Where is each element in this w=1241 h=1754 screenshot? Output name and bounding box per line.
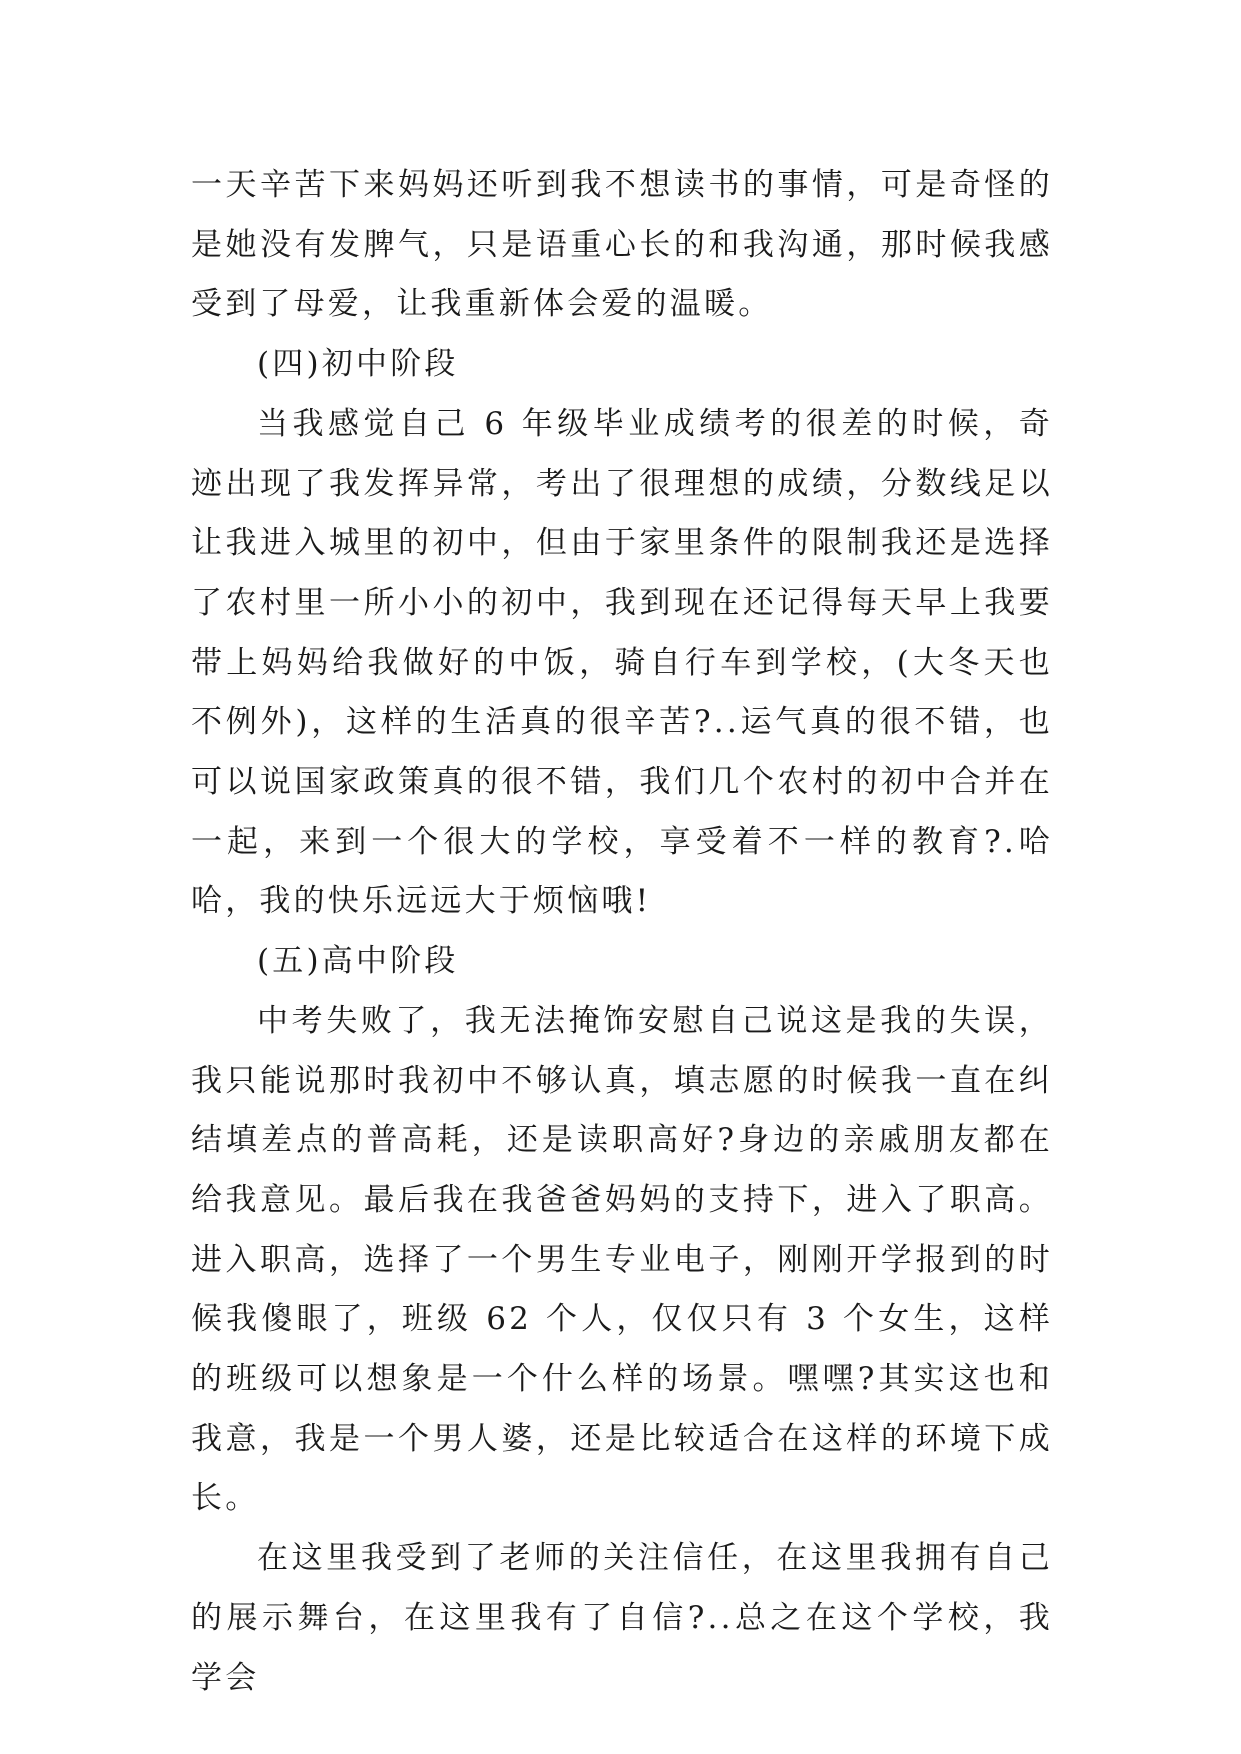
section-heading-senior-high: (五)高中阶段 [257,943,459,980]
section-heading-junior-high: (四)初中阶段 [257,346,459,383]
document-body [191,156,1053,1708]
paragraph-senior-high: 中考失败了，我无法掩饰安慰自己说这是我的失误，我只能说那时我初中不够认真，填志愿的时候我一直在纠结填差点的普高耗，还是读职高好?身边的亲戚朋友都在给我意见。最后我在我爸爸妈妈的支持下，进入了职高。 进入职高，选择了一个男生专业电子，刚刚开学报到的时候我傻眼了，班级 62 个人，仅仅只有 3 个女生，这样的班级可以想象是一个什么样的场景。嘿嘿?其实这也和我意，我是一个男人婆，还是比较适合在这样的环境下成长。 [191,1002,1053,1517]
paragraph-school-confidence: 在这里我受到了老师的关注信任，在这里我拥有自己的展示舞台，在这里我有了自信?..总之在这个学校，我学会 [191,1540,1053,1696]
paragraph-mothers-love: 一天辛苦下来妈妈还听到我不想读书的事情，可是奇怪的是她没有发脾气，只是语重心长的和我沟通，那时候我感受到了母爱，让我重新体会爱的温暖。 [191,167,1053,323]
paragraph-junior-high: 当我感觉自己 6 年级毕业成绩考的很差的时候，奇迹出现了我发挥异常，考出了很理想的成绩，分数线足以让我进入城里的初中，但由于家里条件的限制我还是选择了农村里一所小小的初中，我到现在还记得每天早上我要带上妈妈给我做好的中饭，骑自行车到学校，(大冬天也不例外)，这样的生活真的很辛苦?..运气真的很不错，也可以说国家政策真的很不错，我们几个农村的初中合并在一起，来到一个很大的学校，享受着不一样的教育?.哈哈，我的快乐远远大于烦恼哦! [191,405,1053,920]
